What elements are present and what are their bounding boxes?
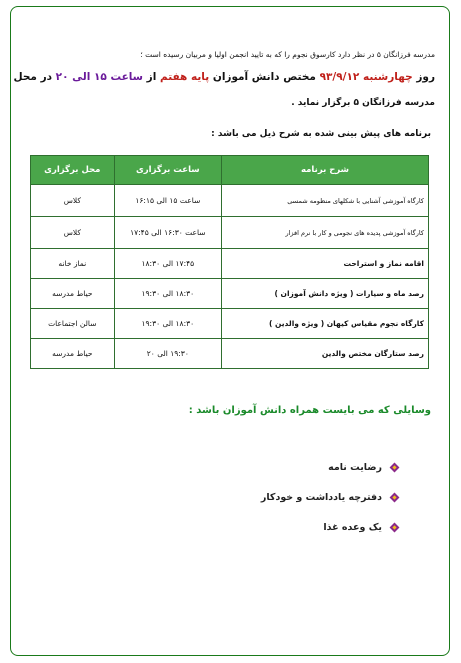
list-item	[323, 522, 401, 533]
program-description: کارگاه آموزشی پدیده های نجومی و کار با نرم افزار	[222, 217, 429, 249]
program-location: حیاط مدرسه	[31, 339, 115, 369]
program-time: ۱۷:۴۵ الی ۱۸:۳۰	[114, 249, 221, 279]
header-location: محل برگزاری	[31, 156, 115, 185]
program-time: ساعت ۱۵ الی ۱۶:۱۵	[114, 185, 221, 217]
program-location: نماز خانه	[31, 249, 115, 279]
program-table	[30, 155, 429, 369]
table-row	[31, 309, 429, 339]
program-location: کلاس	[31, 185, 115, 217]
table-header-row	[31, 156, 429, 185]
program-description: کارگاه نجوم مقیاس کیهان ( ویژه والدین )	[222, 309, 429, 339]
event-time: ساعت ۱۵ الی ۲۰	[55, 71, 144, 83]
diamond-bullet-icon	[390, 522, 401, 533]
intro-text: در محل	[13, 71, 56, 83]
table-row	[31, 217, 429, 249]
list-item-label: یک وعده غذا	[323, 522, 382, 533]
program-description: رصد ستارگان مختص والدین	[222, 339, 429, 369]
header-time: ساعت برگزاری	[114, 156, 221, 185]
program-description: اقامه نماز و استراحت	[222, 249, 429, 279]
program-location: سالن اجتماعات	[31, 309, 115, 339]
program-description: رصد ماه و سیارات ( ویژه دانش آموزان )	[222, 279, 429, 309]
diamond-bullet-icon	[390, 462, 401, 473]
header-program-description: شرح برنامه	[222, 156, 429, 185]
intro-line-2	[13, 71, 435, 83]
table-row	[31, 339, 429, 369]
program-location: کلاس	[31, 217, 115, 249]
program-time: ۱۸:۳۰ الی ۱۹:۳۰	[114, 309, 221, 339]
diamond-bullet-icon	[390, 492, 401, 503]
intro-text: مختص دانش آموزان	[209, 71, 320, 83]
program-location: حیاط مدرسه	[31, 279, 115, 309]
intro-text: روز	[412, 71, 435, 83]
intro-text: از	[143, 71, 160, 83]
intro-line-4: برنامه های پیش بینی شده به شرح ذیل می باشد :	[211, 129, 431, 139]
table-row	[31, 185, 429, 217]
items-title: وسایلی که می بایست همراه دانش آموزان باشد :	[188, 405, 431, 416]
program-time: ۱۸:۳۰ الی ۱۹:۳۰	[114, 279, 221, 309]
list-item-label: رضایت نامه	[328, 462, 382, 473]
program-description: کارگاه آموزشی آشنایی با شکلهای منظومه شمسی	[222, 185, 429, 217]
table-row	[31, 279, 429, 309]
grade-label: پایه هفتم	[159, 71, 210, 83]
table-row	[31, 249, 429, 279]
list-item	[261, 492, 401, 503]
program-time: ساعت ۱۶:۳۰ الی ۱۷:۴۵	[114, 217, 221, 249]
list-item-label: دفترچه یادداشت و خودکار	[260, 492, 382, 503]
intro-line-3: مدرسه فرزانگان ۵ برگزار نماید .	[291, 98, 435, 108]
list-item	[328, 462, 401, 473]
event-date: چهارشنبه ۹۳/۹/۱۲	[319, 71, 413, 83]
program-time: ۱۹:۳۰ الی ۲۰	[114, 339, 221, 369]
intro-line-1: مدرسه فرزانگان ۵ در نظر دارد کارسوق نجوم را که به تایید انجمن اولیا و مربیان رسیده است ؛	[140, 50, 435, 59]
